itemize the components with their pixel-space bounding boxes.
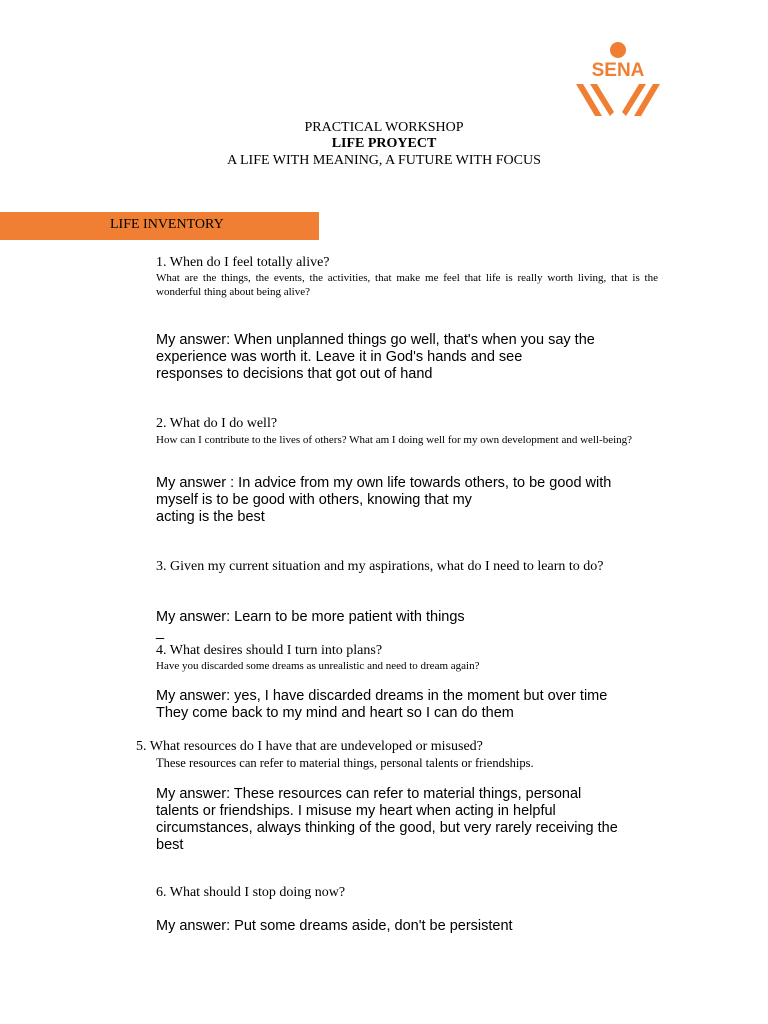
header-line-3: A LIFE WITH MEANING, A FUTURE WITH FOCUS [227, 153, 541, 168]
question-6-title: 6. What should I stop doing now? [156, 885, 346, 900]
question-4-title: 4. What desires should I turn into plans? [156, 643, 383, 658]
answer-5-line-2: talents or friendships. I misuse my heart when acting in helpful [156, 803, 556, 819]
question-5-subtitle: These resources can refer to material things, personal talents or friendships. [156, 756, 534, 770]
question-5-title: 5. What resources do I have that are undeveloped or misused? [136, 739, 483, 754]
answer-2-line-2: myself is to be good with others, knowing that my [156, 492, 472, 508]
answer-4-line-2: They come back to my mind and heart so I can do them [156, 705, 514, 721]
answer-1-line-3: responses to decisions that got out of hand [156, 366, 433, 382]
answer-3-line-2: _ [156, 624, 165, 640]
answer-2-line-3: acting is the best [156, 509, 265, 525]
question-1-title: 1. When do I feel totally alive? [156, 255, 330, 270]
question-1-subtitle: What are the things, the events, the activities, that make me feel that life is really worth living, that is the wonderful thing about being alive? [156, 272, 658, 298]
header-line-2: LIFE PROYECT [331, 136, 437, 151]
question-3-title: 3. Given my current situation and my aspirations, what do I need to learn to do? [156, 559, 604, 574]
header-line-1: PRACTICAL WORKSHOP [304, 120, 464, 135]
answer-5-line-4: best [156, 837, 184, 853]
section-label: LIFE INVENTORY [110, 217, 224, 232]
question-2-subtitle: How can I contribute to the lives of others? What am I doing well for my own development and well-being? [156, 434, 633, 446]
answer-5-line-1: My answer: These resources can refer to material things, personal [156, 786, 582, 802]
logo-head [610, 42, 626, 58]
answer-3-line-1: My answer: Learn to be more patient with things [156, 609, 465, 625]
answer-4-line-1: My answer: yes, I have discarded dreams in the moment but over time [156, 688, 608, 704]
question-4-subtitle: Have you discarded some dreams as unrealistic and need to dream again? [156, 660, 480, 672]
sena-logo [574, 40, 662, 120]
question-2-title: 2. What do I do well? [156, 416, 278, 431]
answer-5-line-3: circumstances, always thinking of the good, but very rarely receiving the [156, 820, 618, 836]
answer-6-line-1: My answer: Put some dreams aside, don't be persistent [156, 918, 513, 934]
answer-2-line-1: My answer : In advice from my own life towards others, to be good with [156, 475, 612, 491]
logo-text: SENA [591, 60, 645, 81]
answer-1-line-1: My answer: When unplanned things go well, that's when you say the [156, 332, 595, 348]
logo-figure [576, 84, 660, 116]
answer-1-line-2: experience was worth it. Leave it in God's hands and see [156, 349, 523, 365]
